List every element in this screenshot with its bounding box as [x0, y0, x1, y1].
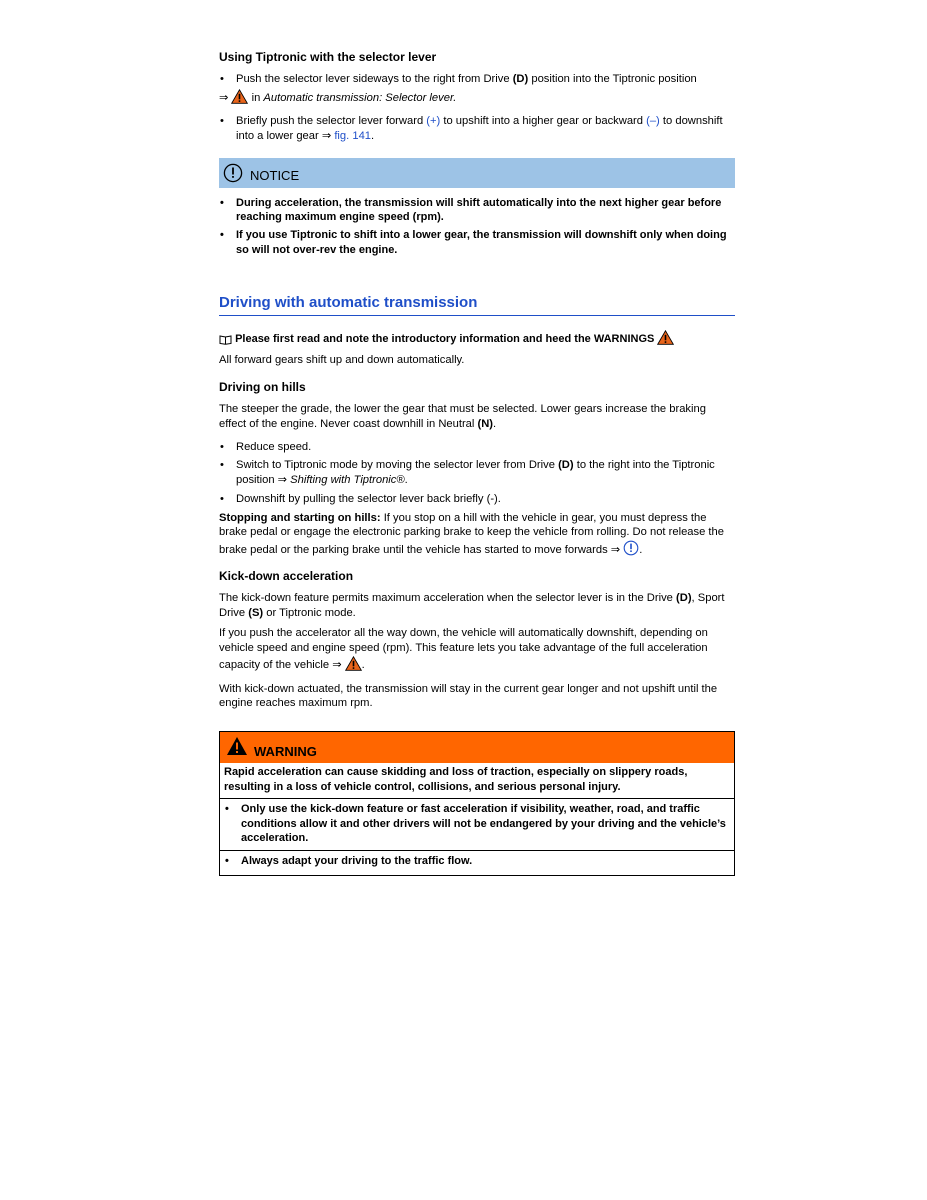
- warning-triangle-icon[interactable]: [345, 656, 362, 676]
- tiptronic-heading: Using Tiptronic with the selector lever: [219, 50, 437, 64]
- intro-text: All forward gears shift up and down automatically.: [219, 354, 465, 367]
- warning-header: [220, 732, 734, 763]
- notice-exclamation-icon: [223, 163, 243, 188]
- divider: [220, 850, 734, 851]
- notice-item: • If you use Tiptronic to shift into a lower gear, the transmission will downshift only when doing so will not over-rev the engine.: [219, 228, 735, 257]
- notice-title: NOTICE: [250, 167, 300, 183]
- hills-bullet-1: • Reduce speed.: [219, 440, 735, 455]
- warning-lead: Rapid acceleration can cause skidding and loss of traction, especially on slippery roads, resulting in a loss of vehicle control, collisions, and serious personal injury.: [224, 766, 688, 793]
- warning-item: • Only use the kick-down feature or fast acceleration if visibility, weather, road, and traffic conditions allow it and other drivers will not be endangered by your driving and the vehicle’s acceleration.: [224, 802, 730, 846]
- kickdown-paragraph-2: If you push the accelerator all the way down, the vehicle will automatically downshift, depending on vehicle speed and engine speed (rpm). This feature lets you take advantage of the full acceleration capacity of the vehicle ⇒ .: [219, 626, 735, 675]
- kickdown-paragraph-1: The kick-down feature permits maximum acceleration when the selector lever is in the Drive (D), Sport Drive (S) or Tiptronic mode.: [219, 591, 725, 619]
- fig-141-link[interactable]: fig. 141: [334, 130, 372, 143]
- selector-lever-link[interactable]: Automatic transmission: Selector lever.: [263, 91, 457, 104]
- book-icon: [219, 334, 232, 350]
- kickdown-paragraph-3: With kick-down actuated, the transmission will stay in the current gear longer and not upshift until the engine reaches maximum rpm.: [219, 682, 718, 710]
- stopping-paragraph: Stopping and starting on hills: If you stop on a hill with the vehicle in gear, you must depress the brake pedal or engage the electronic parking brake to keep the vehicle from rolling. Do not release the brake pedal or the parking brake until the vehicle has started to move forwards ⇒ .: [219, 511, 735, 561]
- warning-triangle-icon[interactable]: [657, 330, 674, 350]
- tiptronic-bullet-1: • Push the selector lever sideways to the right from Drive (D) position into the Tiptronic position: [219, 72, 735, 87]
- tiptronic-bullet-2: • Briefly push the selector lever forward (+) to upshift into a higher gear or backward (–) to downshift into a lower gear ⇒ fig. 141.: [219, 114, 735, 144]
- section-title: Driving with automatic transmission: [219, 293, 735, 316]
- kickdown-heading: Kick-down acceleration: [219, 568, 354, 583]
- warning-triangle-icon[interactable]: [231, 89, 248, 109]
- hills-bullet-2: • Switch to Tiptronic mode by moving the selector lever from Drive (D) to the right into the Tiptronic position ⇒ Shifting with Tiptronic®.: [219, 458, 735, 488]
- shifting-tiptronic-link[interactable]: Shifting with Tiptronic®: [290, 474, 405, 487]
- intro-line: Please first read and note the introductory information and heed the WARNINGS: [219, 330, 735, 350]
- hills-bullet-3: • Downshift by pulling the selector lever back briefly (-).: [219, 492, 735, 507]
- divider: [220, 798, 734, 799]
- warning-triangle-icon: [226, 736, 248, 761]
- notice-exclamation-icon[interactable]: [623, 540, 639, 561]
- warning-item: • Always adapt your driving to the traffic flow.: [224, 854, 730, 869]
- hills-heading: Driving on hills: [219, 380, 306, 395]
- hills-paragraph: The steeper the grade, the lower the gear that must be selected. Lower gears increase the braking effect of the engine. Never coast downhill in Neutral (N).: [219, 402, 706, 430]
- warning-box: [219, 731, 735, 876]
- tiptronic-crossref: ⇒ in Automatic transmission: Selector lever.: [219, 89, 735, 109]
- manual-page: [219, 50, 735, 876]
- warning-title: WARNING: [254, 744, 317, 760]
- notice-item: • During acceleration, the transmission will shift automatically into the next higher gear before reaching maximum engine speed (rpm).: [219, 196, 735, 225]
- notice-header: [219, 158, 735, 188]
- warning-body: [220, 763, 734, 875]
